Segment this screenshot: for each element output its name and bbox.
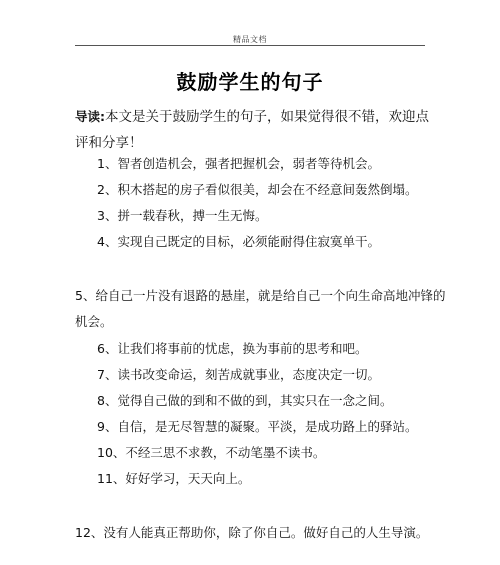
- intro-label: 导读:: [75, 109, 105, 124]
- intro-text: 本文是关于鼓励学生的句子，如果觉得很不错，欢迎点评和分享！: [75, 109, 429, 151]
- list-item: 7、读书改变命运，刻苦成就事业，态度决定一切。: [97, 367, 380, 382]
- list-item: 8、觉得自己做的到和不做的到，其实只在一念之间。: [97, 393, 393, 408]
- list-item-continuation: 机会。: [75, 314, 113, 329]
- list-item: 3、拼一载春秋，搏一生无悔。: [97, 208, 268, 223]
- header-divider: [75, 45, 425, 46]
- list-item: 10、不经三思不求教，不动笔墨不读书。: [97, 445, 326, 460]
- list-item: 11、好好学习，天天向上。: [97, 471, 251, 486]
- list-item: 2、积木搭起的房子看似很美，却会在不经意间轰然倒塌。: [97, 182, 418, 197]
- list-item: 5、给自己一片没有退路的悬崖，就是给自己一个向生命高地冲锋的: [75, 288, 446, 303]
- list-item: 1、智者创造机会，强者把握机会，弱者等待机会。: [97, 156, 380, 171]
- list-item: 6、让我们将事前的忧虑，换为事前的思考和吧。: [97, 341, 368, 356]
- list-item: 4、实现自己既定的目标，必须能耐得住寂寞单干。: [97, 234, 380, 249]
- intro-paragraph: [75, 104, 431, 156]
- page-title: 鼓励学生的句子: [176, 70, 324, 94]
- list-item: 12、没有人能真正帮助你，除了你自己。做好自己的人生导演。: [75, 525, 429, 540]
- list-item: 9、自信，是无尽智慧的凝聚。平淡，是成功路上的驿站。: [97, 419, 418, 434]
- header-label: 精品文档: [233, 35, 267, 44]
